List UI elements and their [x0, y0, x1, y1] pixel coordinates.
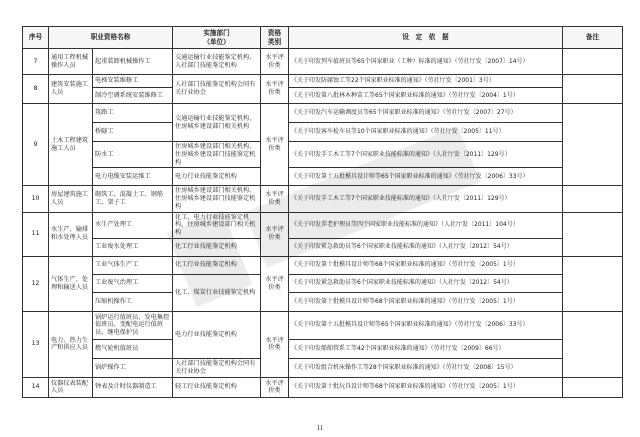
- basis-cell: 《关于印发手工木工等7个国家职业技能标准的通知》（人社厅发〔2011〕129号）: [289, 142, 563, 168]
- header-agency: [173, 27, 261, 49]
- category-cell: 水生产、输排和水处理人员: [49, 212, 93, 256]
- table-row: [23, 212, 623, 238]
- table-row: [23, 142, 623, 168]
- basis-cell: 《关于印发紧急救助员等6个国家职业技能标准的通知》（人社厅发〔2012〕54号）: [289, 274, 563, 292]
- table-row: [23, 186, 623, 212]
- row-number: 13: [23, 311, 49, 377]
- occupation-cell: 桥隧工: [93, 123, 173, 142]
- note-cell: [563, 311, 623, 377]
- type-cell: 水平评价类: [261, 377, 289, 397]
- basis-cell: 《关于印发第八批林木种苗工等65个国家职业标准的通知》（劳社厅发〔2004〕1号）: [289, 88, 563, 104]
- basis-cell: 《关于印发第十批玩具设计师等68个国家职业标准的通知》（劳社厅发〔2005〕1号）: [289, 377, 563, 397]
- header-no: 序号: [23, 27, 49, 49]
- table-header-row: [23, 27, 623, 49]
- table-row: [23, 75, 623, 88]
- occupation-cell: 压缩机操作工: [93, 292, 173, 311]
- occupation-cell: 电力电缆安装运维工: [93, 168, 173, 186]
- occupation-cell: 制冷空调系统安装维修工: [93, 88, 173, 104]
- occupation-cell: 电梯安装维修工: [93, 75, 173, 88]
- table-row: [23, 238, 623, 256]
- occupation-qualification-table: [22, 26, 623, 398]
- agency-cell: 住房城乡建设部门相关机构、住房城乡建设部门技能鉴定机构: [173, 142, 261, 168]
- row-number: 14: [23, 377, 49, 397]
- agency-cell: 住房城乡建设部门相关机构、住房城乡建设部门技能鉴定机构: [173, 186, 261, 212]
- row-number: 12: [23, 256, 49, 311]
- basis-cell: 《关于印发汽车运输调度员等65个国家职业标准的通知》（劳社厅发〔2007〕27号）: [289, 104, 563, 123]
- agency-cell: 人社部门技能鉴定机构会同有关行业协会: [173, 358, 261, 377]
- basis-cell: 《关于印发第十五批模具设计师等65个国家职业标准的通知》（劳社厅发〔2006〕33号）: [289, 311, 563, 339]
- agency-cell: 化工行业技能鉴定机构: [173, 238, 261, 256]
- header-basis: 设 定 依 据: [289, 27, 563, 49]
- agency-cell: 交通运输行业技能鉴定机构、住房城乡建设部门相关机构: [173, 104, 261, 142]
- basis-cell: 《关于印发客车检车员等10个国家职业标准的通知》（劳社厅发〔2005〕11号）: [289, 123, 563, 142]
- occupation-cell: 燃气轮机值班员: [93, 339, 173, 358]
- row-number: 8: [23, 75, 49, 104]
- agency-cell: 电力行业技能鉴定机构: [173, 168, 261, 186]
- basis-cell: 《关于印发紧急救助员等6个国家职业技能标准的通知》（人社厅发〔2012〕54号）: [289, 238, 563, 256]
- table-row: [23, 311, 623, 339]
- note-cell: [563, 377, 623, 397]
- page-number: 11: [316, 424, 324, 432]
- note-cell: [563, 256, 623, 311]
- basis-cell: 《关于印发第十五批模具设计师等65个国家职业标准的通知》（劳社厅发〔2006〕33号）: [289, 168, 563, 186]
- type-cell: 水平评价类: [261, 212, 289, 256]
- basis-cell: 《关于印发列车值班员等65个国家职业（工种）标准的通知》（劳社厅发〔2007〕14号）: [289, 49, 563, 75]
- agency-cell: 电力行业技能鉴定机构: [173, 311, 261, 358]
- type-cell: 水平评价类: [261, 104, 289, 186]
- category-cell: 建筑安装施工人员: [49, 75, 93, 104]
- table-row: [23, 377, 623, 397]
- header-agency-sub: （单位）: [203, 37, 230, 46]
- table-row: [23, 104, 623, 123]
- header-type-label: 资格: [267, 29, 282, 38]
- basis-cell: 《关于印发手工木工等7个国家职业技能标准的通知》（人社厅发〔2011〕129号）: [289, 186, 563, 212]
- table-row: [23, 358, 623, 377]
- table-row: [23, 292, 623, 311]
- table-row: [23, 256, 623, 274]
- agency-cell: 化工、煤炭行业技能鉴定机构: [173, 274, 261, 311]
- category-cell: 气体生产、处理和输送人员: [49, 256, 93, 311]
- occupation-cell: 工业气体生产工: [93, 256, 173, 274]
- agency-cell: 交通运输行业技能鉴定机构、人社部门技能鉴定机构: [173, 49, 261, 75]
- row-number: 7: [23, 49, 49, 75]
- basis-cell: 《关于印发第十批模具设计师等68个国家职业标准的通知》（劳社厅发〔2005〕1号）: [289, 256, 563, 274]
- category-cell: 土木工程建筑施工人员: [49, 104, 93, 186]
- table-row: [23, 49, 623, 75]
- occupation-cell: 起重装卸机械操作工: [93, 49, 173, 75]
- basis-cell: 《关于印发组合机床操作工等28个国家职业标准的通知》（劳社厅发〔2008〕15号）: [289, 358, 563, 377]
- basis-cell: 《关于印发养老护理员等四个国家职业技能标准的通知》（人社厅发〔2011〕104号）: [289, 212, 563, 238]
- row-number: 11: [23, 212, 49, 256]
- occupation-cell: 工业废水处理工: [93, 238, 173, 256]
- category-cell: 通用工程机械操作人员: [49, 49, 93, 75]
- category-cell: 仪器仪表装配人员: [49, 377, 93, 397]
- agency-cell: 人社部门技能鉴定机构会同有关行业协会: [173, 75, 261, 104]
- header-note: 备注: [563, 27, 623, 49]
- basis-cell: 《关于印发防腐蚀工等22个国家职业标准的通知》（劳社厅发〔2001〕3号）: [289, 75, 563, 88]
- note-cell: [563, 49, 623, 75]
- agency-cell: 轻工行业技能鉴定机构: [173, 377, 261, 397]
- page-content: [22, 26, 622, 398]
- note-cell: [563, 75, 623, 104]
- occupation-cell: 钟表及计时仪器制造工: [93, 377, 173, 397]
- header-type-sub: 类别: [267, 37, 282, 46]
- type-cell: 水平评价类: [261, 186, 289, 212]
- table-row: [23, 123, 623, 142]
- occupation-cell: 水生产处理工: [93, 212, 173, 238]
- occupation-cell: 锅炉运行值班员、发电集控值班员、变配电运行值班员、继电保护员: [93, 311, 173, 339]
- table-row: [23, 168, 623, 186]
- header-agency-label: 实施部门: [203, 29, 230, 38]
- basis-cell: 《关于印发第十批模具设计师等68个国家职业标准的通知》（劳社厅发〔2005〕1号）: [289, 292, 563, 311]
- agency-cell: 化工、电力行业技能鉴定机构，住房城乡建设部门相关机构: [173, 212, 261, 238]
- occupation-cell: 工业废气治理工: [93, 274, 173, 292]
- type-cell: 水平评价类: [261, 75, 289, 104]
- category-cell: 房屋建筑施工人员: [49, 186, 93, 212]
- note-cell: [563, 104, 623, 186]
- note-cell: [563, 212, 623, 256]
- occupation-cell: 锅炉操作工: [93, 358, 173, 377]
- header-category: 职业资格名称: [49, 27, 173, 49]
- basis-cell: 《关于印发船舶管系工等42个国家职业标准的通知》（劳社厅发〔2009〕66号）: [289, 339, 563, 358]
- table-row: [23, 339, 623, 358]
- table-row: [23, 88, 623, 104]
- header-type: [261, 27, 289, 49]
- occupation-cell: 防水工: [93, 142, 173, 168]
- occupation-cell: 砌筑工、混凝土工、钢筋工、架子工: [93, 186, 173, 212]
- row-number: 10: [23, 186, 49, 212]
- category-cell: 电力、热力生产和供应人员: [49, 311, 93, 377]
- occupation-cell: 筑路工: [93, 104, 173, 123]
- table-row: [23, 274, 623, 292]
- type-cell: 水平评价类: [261, 311, 289, 377]
- note-cell: [563, 186, 623, 212]
- row-number: 9: [23, 104, 49, 186]
- type-cell: 水平评价类: [261, 256, 289, 311]
- type-cell: 水平评价类: [261, 49, 289, 75]
- agency-cell: 化工行业技能鉴定机构: [173, 256, 261, 274]
